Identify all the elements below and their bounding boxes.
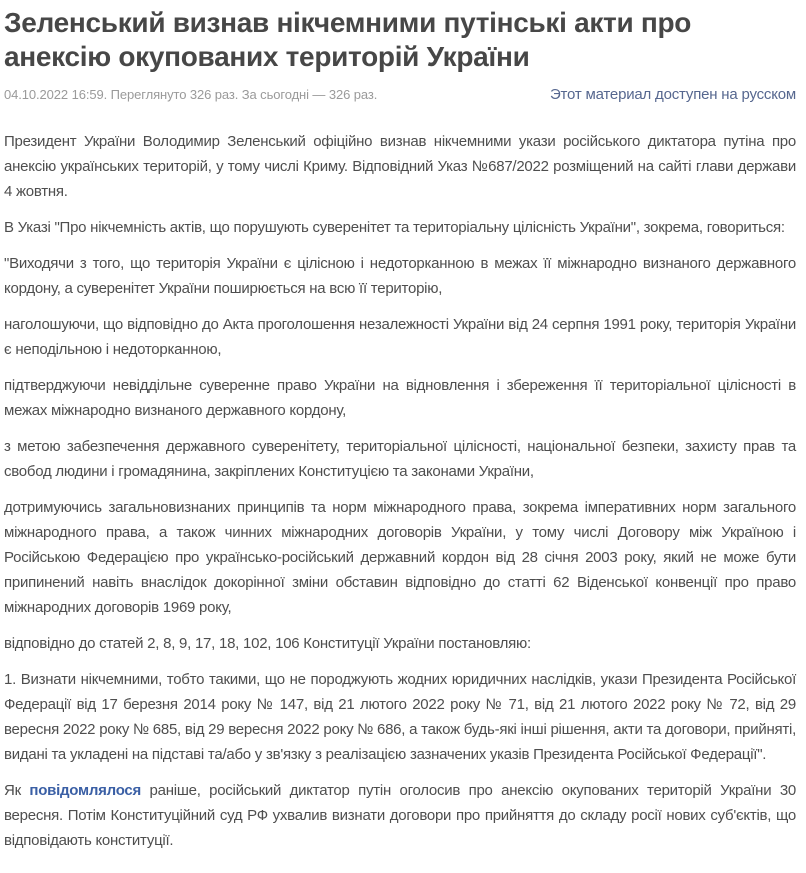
article-paragraph <box>4 215 796 240</box>
paragraph-text: з метою забезпечення державного суверенітету, територіальної цілісності, національної безпеки, захисту прав та свобод людини і громадянина, закріплених Конституцією та законами України, <box>4 438 796 480</box>
russian-version-link[interactable]: Этот материал доступен на русском <box>549 86 796 103</box>
paragraph-text: 1. Визнати нікчемними, тобто такими, що не породжують жодних юридичних наслідків, укази Президента Російської Федерації від 17 березня 2014 року № 147, від 21 лютого 2022 року № 71, від 21 лютого 2022 року № 72, від 29 вересня 2022 року № 685, від 29 вересня 2022 року № 686, а також будь-які інші рішення, акти та договори, прийняті, видані та укладені на підставі та/або у зв'язку з реалізацією зазначених указів Президента Російської Федерації". <box>4 671 796 763</box>
article-body <box>4 129 796 853</box>
meta-row <box>4 86 796 103</box>
paragraph-text: підтверджуючи невіддільне суверенне право України на відновлення і збереження її територіальної цілісності в межах міжнародно визнаного державного кордону, <box>4 377 796 419</box>
article-paragraph <box>4 434 796 484</box>
article-paragraph <box>4 778 796 853</box>
paragraph-text: Президент України Володимир Зеленський офіційно визнав нікчемними укази російського диктатора путіна про анексію українських територій, у тому числі Криму. Відповідний Указ №687/2022 розміщений на сайті глави держави 4 жовтня. <box>4 133 796 200</box>
article-paragraph <box>4 251 796 301</box>
paragraph-text: раніше, російський диктатор путін оголосив про анексію окупованих територій України 30 вересня. Потім Конституційний суд РФ ухвалив визнати договори про прийняття до складу росії нових суб'єктів, що відповідають конституції. <box>4 782 797 849</box>
article-meta: 04.10.2022 16:59. Переглянуто 326 раз. За сьогодні — 326 раз. <box>4 87 378 102</box>
article-paragraph <box>4 495 796 620</box>
article-paragraph <box>4 631 796 656</box>
paragraph-text: дотримуючись загальновизнаних принципів та норм міжнародного права, зокрема імперативних норм загального міжнародного права, а також чинних міжнародних договорів України, у тому числі Договору між Україною і Російською Федерацією про українсько-російський державний кордон від 28 січня 2003 року, який не може бути припинений навіть внаслідок докорінної зміни обставин відповідно до статті 62 Віденської конвенції про право міжнародних договорів 1969 року, <box>4 499 796 616</box>
paragraph-text: відповідно до статей 2, 8, 9, 17, 18, 102, 106 Конституції України постановляю: <box>4 635 531 652</box>
article-paragraph <box>4 667 796 767</box>
article-paragraph <box>4 373 796 423</box>
paragraph-text: "Виходячи з того, що територія України є цілісною і недоторканною в межах її міжнародно визнаного державного кордону, а суверенітет України поширюється на всю її територію, <box>4 255 796 297</box>
article-paragraph <box>4 129 796 204</box>
paragraph-text: Як <box>4 782 30 799</box>
related-article-link[interactable]: повідомлялося <box>29 782 142 799</box>
article-title: Зеленський визнав нікчемними путінські акти про анексію окупованих територій України <box>4 7 692 72</box>
paragraph-text: В Указі "Про нікчемність актів, що порушують суверенітет та територіальну цілісність України", зокрема, говориться: <box>4 219 785 236</box>
article-paragraph <box>4 312 796 362</box>
paragraph-text: наголошуючи, що відповідно до Акта проголошення незалежності України від 24 серпня 1991 року, територія України є неподільною і недоторканною, <box>4 316 796 358</box>
